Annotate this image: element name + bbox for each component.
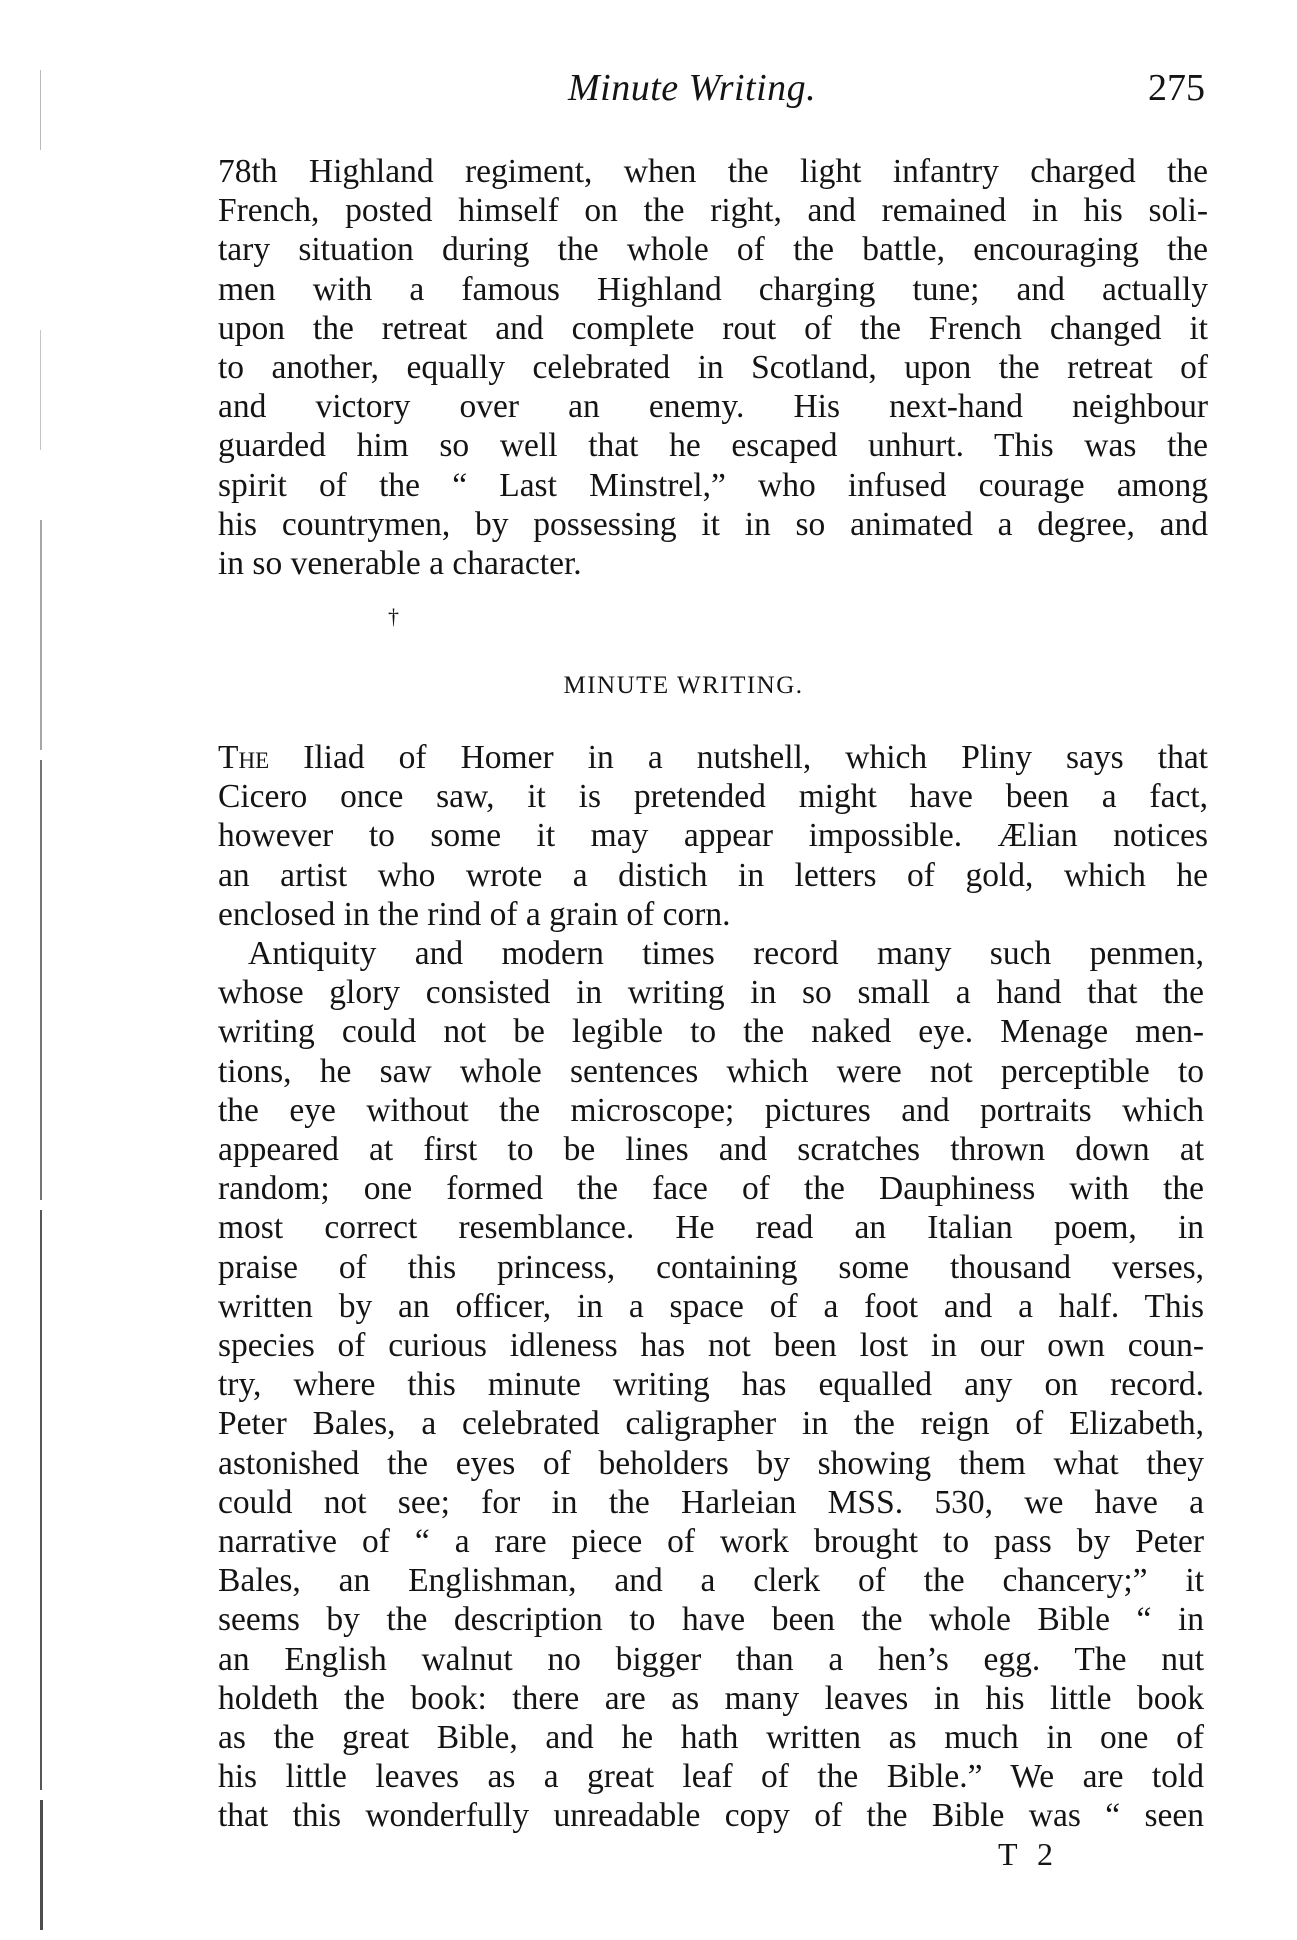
text-line: appeared at first to be lines and scratches thrown down at xyxy=(218,1131,1204,1169)
text-line: the eye without the microscope; pictures and portraits which xyxy=(218,1091,1204,1129)
text-line: species of curious idleness has not been lost in our own coun- xyxy=(218,1327,1204,1365)
text-line: tary situation during the whole of the battle, encouraging the xyxy=(218,231,1208,269)
section-heading: MINUTE WRITING. xyxy=(563,672,804,699)
text-line: upon the retreat and complete rout of the French changed it xyxy=(218,309,1208,347)
text-line: 78th Highland regiment, when the light infantry charged the xyxy=(218,153,1208,190)
page-number: 275 xyxy=(1148,67,1205,109)
text-line: an artist who wrote a distich in letters of gold, which he xyxy=(218,856,1208,894)
gutter-mark xyxy=(40,520,42,750)
text-line: that this wonderfully unreadable copy of the Bible was “ seen xyxy=(218,1797,1204,1835)
text-line xyxy=(218,738,1208,777)
stray-mark: † xyxy=(388,604,399,629)
text-line: narrative of “ a rare piece of work brought to pass by Peter xyxy=(218,1523,1204,1561)
text-line: however to some it may appear impossible. Ælian notices xyxy=(218,817,1208,855)
text-line: written by an officer, in a space of a foot and a half. This xyxy=(218,1287,1204,1325)
running-title: Minute Writing. xyxy=(568,67,817,109)
gutter-mark xyxy=(40,330,41,450)
text-line: tions, he saw whole sentences which were not perceptible to xyxy=(218,1052,1204,1090)
text-line: could not see; for in the Harleian MSS. 530, we have a xyxy=(218,1483,1204,1521)
paragraph-antiquity xyxy=(218,934,1204,1836)
text-line: writing could not be legible to the naked eye. Menage men- xyxy=(218,1013,1204,1051)
paragraph-iliad xyxy=(218,738,1208,934)
text-line: holdeth the book: there are as many leaves in his little book xyxy=(218,1679,1204,1717)
text-line: his countrymen, by possessing it in so animated a degree, and xyxy=(218,505,1208,543)
opening-word: The xyxy=(218,739,270,776)
text-line: Antiquity and modern times record many such penmen, xyxy=(248,935,1204,972)
text-line: Peter Bales, a celebrated caligrapher in the reign of Elizabeth, xyxy=(218,1405,1204,1443)
text-line: praise of this princess, containing some thousand verses, xyxy=(218,1248,1204,1286)
text-line: most correct resemblance. He read an Italian poem, in xyxy=(218,1209,1204,1247)
text-line: Cicero once saw, it is pretended might have been a fact, xyxy=(218,778,1208,816)
text-line: an English walnut no bigger than a hen’s egg. The nut xyxy=(218,1640,1204,1678)
text-line: random; one formed the face of the Dauphiness with the xyxy=(218,1170,1204,1208)
text-line: French, posted himself on the right, and remained in his soli- xyxy=(218,192,1208,230)
text-line: whose glory consisted in writing in so small a hand that the xyxy=(218,974,1204,1012)
text-line: and victory over an enemy. His next-hand neighbour xyxy=(218,388,1208,426)
gutter-mark xyxy=(40,760,42,1200)
text-line: astonished the eyes of beholders by showing them what they xyxy=(218,1444,1204,1482)
text-line: Bales, an Englishman, and a clerk of the chancery;” it xyxy=(218,1562,1204,1600)
signature-mark: T 2 xyxy=(998,1836,1059,1872)
text-line-rest: Iliad of Homer in a nutshell, which Pliny says that xyxy=(303,739,1208,776)
text-line: men with a famous Highland charging tune; and actually xyxy=(218,270,1208,308)
gutter-mark xyxy=(40,70,41,150)
text-line: to another, equally celebrated in Scotland, upon the retreat of xyxy=(218,349,1208,387)
text-line: try, where this minute writing has equalled any on record. xyxy=(218,1366,1204,1404)
text-line: guarded him so well that he escaped unhurt. This was the xyxy=(218,427,1208,465)
text-line: as the great Bible, and he hath written as much in one of xyxy=(218,1719,1204,1757)
paragraph-continuation xyxy=(218,152,1208,583)
text-line: in so venerable a character. xyxy=(218,545,582,583)
text-line: his little leaves as a great leaf of the Bible.” We are told xyxy=(218,1758,1204,1796)
gutter-mark xyxy=(40,1210,42,1790)
gutter-mark xyxy=(40,1800,43,1930)
text-line: enclosed in the rind of a grain of corn. xyxy=(218,895,731,933)
text-line: seems by the description to have been the whole Bible “ in xyxy=(218,1601,1204,1639)
text-line: spirit of the “ Last Minstrel,” who infused courage among xyxy=(218,466,1208,504)
